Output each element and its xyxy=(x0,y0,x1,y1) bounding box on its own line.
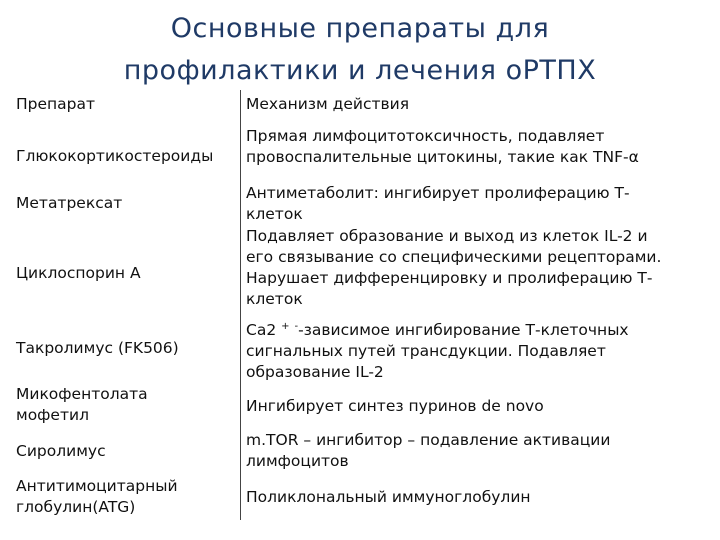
mechanism-line: клеток xyxy=(246,290,303,308)
mechanism-line xyxy=(246,316,696,341)
mechanism-cyclosporine xyxy=(246,226,696,310)
drug-tacrolimus: Такролимус (FK506) xyxy=(16,339,179,357)
title-line-2: профилактики и лечения оРТПХ xyxy=(123,55,597,86)
mechanism-line: образование IL-2 xyxy=(246,363,384,381)
drug-glucocorticoids: Глюкокортикостероиды xyxy=(16,147,214,165)
drug-cyclosporine: Циклоспорин А xyxy=(16,264,141,282)
mechanism-tacrolimus xyxy=(246,316,696,383)
mechanism-methotrexate xyxy=(246,183,696,225)
mechanism-text: -зависимое ингибирование Т-клеточных xyxy=(298,321,629,339)
mechanism-line: провоспалительные цитокины, такие как TNF-α xyxy=(246,148,639,166)
mechanism-sirolimus xyxy=(246,430,696,472)
drug-atg xyxy=(16,476,231,518)
ca-text: Ca2 xyxy=(246,321,277,339)
column-divider xyxy=(240,90,241,520)
drug-line: Микофентолата xyxy=(16,385,148,403)
drug-line: мофетил xyxy=(16,406,89,424)
page-title xyxy=(0,8,720,92)
mechanism-line: его связывание со специфическими рецепторами. xyxy=(246,248,662,266)
mechanism-line: клеток xyxy=(246,205,303,223)
title-line-1: Основные препараты для xyxy=(170,13,550,44)
drug-mycophenolate xyxy=(16,384,231,426)
header-drug: Препарат xyxy=(16,95,96,113)
drug-line: глобулин(ATG) xyxy=(16,498,136,516)
mechanism-line: лимфоцитов xyxy=(246,452,349,470)
mechanism-atg: Поликлональный иммуноглобулин xyxy=(246,488,531,506)
mechanism-line: Антиметаболит: ингибирует пролиферацию Т- xyxy=(246,184,630,202)
mechanism-line: Подавляет образование и выход из клеток IL-2 и xyxy=(246,227,648,245)
mechanism-glucocorticoids xyxy=(246,126,696,168)
header-mechanism: Механизм действия xyxy=(246,95,410,113)
drug-line: Антитимоцитарный xyxy=(16,477,178,495)
mechanism-mycophenolate: Ингибирует синтез пуринов de novo xyxy=(246,397,544,415)
drug-methotrexate: Метатрексат xyxy=(16,194,123,212)
mechanism-line: Прямая лимфоцитотоксичность, подавляет xyxy=(246,127,605,145)
mechanism-line: сигнальных путей трансдукции. Подавляет xyxy=(246,342,606,360)
mechanism-line: Нарушает дифференцировку и пролиферацию Т- xyxy=(246,269,653,287)
mechanism-line: m.TOR – ингибитор – подавление активации xyxy=(246,431,611,449)
charge-minus: - xyxy=(294,321,299,332)
drug-sirolimus: Сиролимус xyxy=(16,442,106,460)
charge-plus: + xyxy=(281,321,290,332)
